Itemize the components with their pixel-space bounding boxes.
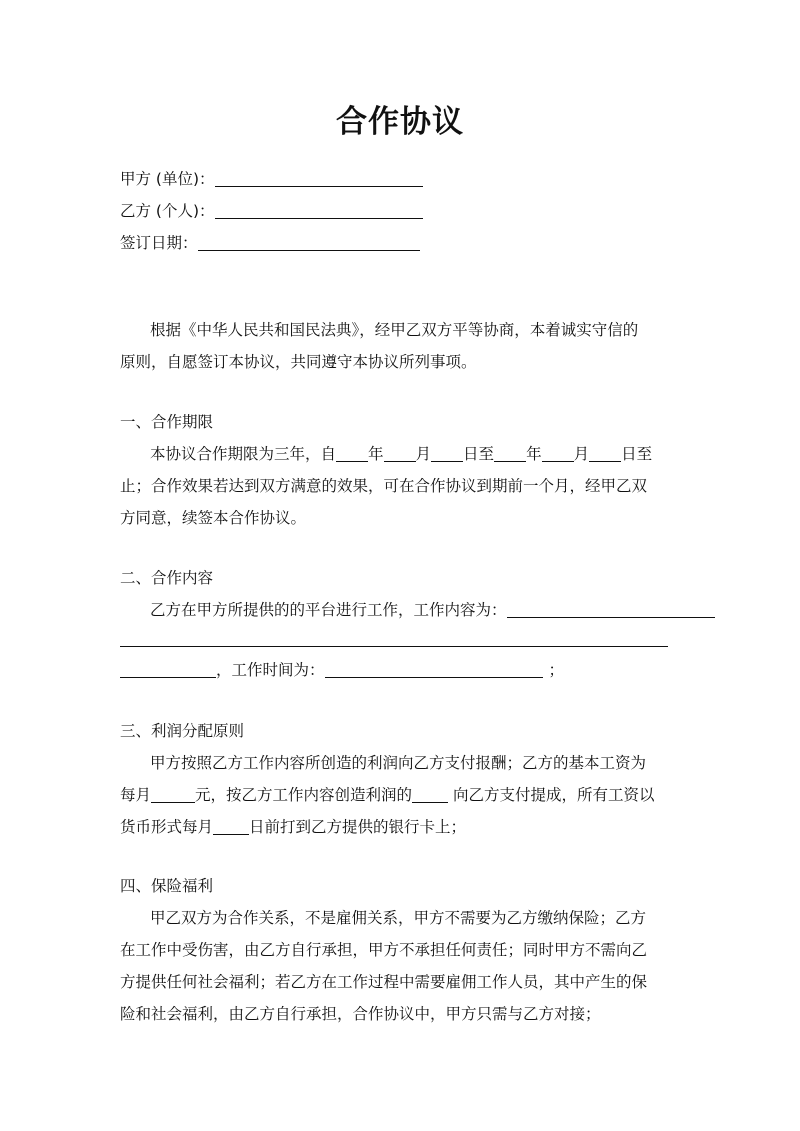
- content-end: ；: [548, 661, 565, 679]
- work-content-blank-3[interactable]: [120, 661, 216, 678]
- base-salary-blank[interactable]: [151, 786, 195, 803]
- party-b-blank[interactable]: [215, 202, 423, 219]
- sign-date-row: [120, 231, 420, 253]
- party-b-label: 乙方 (个人)：: [120, 202, 215, 220]
- party-b-row: [120, 199, 423, 221]
- term-line-1: [150, 442, 652, 464]
- year-label: 年: [526, 445, 542, 463]
- day-to-label: 日至: [463, 445, 495, 463]
- section-content-heading: 二、合作内容: [120, 569, 214, 587]
- party-a-label: 甲方 (单位)：: [120, 170, 215, 188]
- insurance-line-1: 甲乙双方为合作关系，不是雇佣关系，甲方不需要为乙方缴纳保险；乙方: [150, 909, 647, 927]
- intro-line-1: 根据《中华人民共和国民法典》，经甲乙双方平等协商，本着诚实守信的: [150, 321, 639, 339]
- profit-line-3: [120, 815, 466, 837]
- month-label: 月: [415, 445, 432, 463]
- section-profit-heading: 三、利润分配原则: [120, 722, 245, 740]
- start-month-blank[interactable]: [384, 445, 416, 462]
- pay-suffix: 日前打到乙方提供的银行卡上；: [249, 818, 467, 836]
- pay-day-blank[interactable]: [213, 818, 249, 835]
- insurance-line-2: 在工作中受伤害，由乙方自行承担，甲方不承担任何责任；同时甲方不需向乙: [120, 941, 648, 959]
- profit-line-2: [120, 783, 654, 805]
- section-insurance-heading: 四、保险福利: [120, 877, 214, 895]
- term-line-2: 止；合作效果若达到双方满意的效果，可在合作协议到期前一个月，经甲乙双: [120, 477, 648, 495]
- sign-date-label: 签订日期：: [120, 234, 198, 252]
- insurance-line-3: 方提供任何社会福利；若乙方在工作过程中需要雇佣工作人员，其中产生的保: [120, 973, 648, 991]
- content-text: 乙方在甲方所提供的的平台进行工作，工作内容为：: [150, 601, 507, 619]
- section-term-heading: 一、合作期限: [120, 413, 214, 431]
- content-line-3: [120, 658, 564, 680]
- monthly-label: 每月: [120, 786, 152, 804]
- work-content-blank-1[interactable]: [507, 601, 715, 618]
- end-day-blank[interactable]: [589, 445, 621, 462]
- term-line-3: 方同意，续签本合作协议。: [120, 509, 307, 527]
- commission-rate-blank[interactable]: [412, 786, 448, 803]
- yuan-text: 元，按乙方工作内容创造利润的: [195, 786, 413, 804]
- party-a-blank[interactable]: [215, 170, 423, 187]
- sign-date-blank[interactable]: [198, 234, 420, 251]
- term-text: 本协议合作期限为三年，自: [150, 445, 337, 463]
- party-a-row: [120, 167, 423, 189]
- intro-line-2: 原则，自愿签订本协议，共同遵守本协议所列事项。: [120, 353, 477, 371]
- year-label: 年: [368, 445, 384, 463]
- work-time-label: ，工作时间为：: [216, 661, 325, 679]
- document-title: 合作协议: [336, 104, 464, 140]
- profit-line-1: 甲方按照乙方工作内容所创造的利润向乙方支付报酬；乙方的基本工资为: [150, 754, 647, 772]
- pay-prefix: 货币形式每月: [120, 818, 214, 836]
- end-month-blank[interactable]: [542, 445, 574, 462]
- content-line-1: [150, 598, 715, 620]
- content-line-2: [120, 630, 668, 648]
- commission-text: 向乙方支付提成，所有工资以: [448, 786, 655, 804]
- work-content-blank-2[interactable]: [120, 630, 668, 647]
- start-year-blank[interactable]: [336, 445, 368, 462]
- start-day-blank[interactable]: [431, 445, 463, 462]
- work-time-blank[interactable]: [325, 661, 543, 678]
- insurance-line-4: 险和社会福利，由乙方自行承担，合作协议中，甲方只需与乙方对接；: [120, 1005, 601, 1023]
- end-year-blank[interactable]: [494, 445, 526, 462]
- month-label: 月: [573, 445, 590, 463]
- day-end-label: 日至: [621, 445, 653, 463]
